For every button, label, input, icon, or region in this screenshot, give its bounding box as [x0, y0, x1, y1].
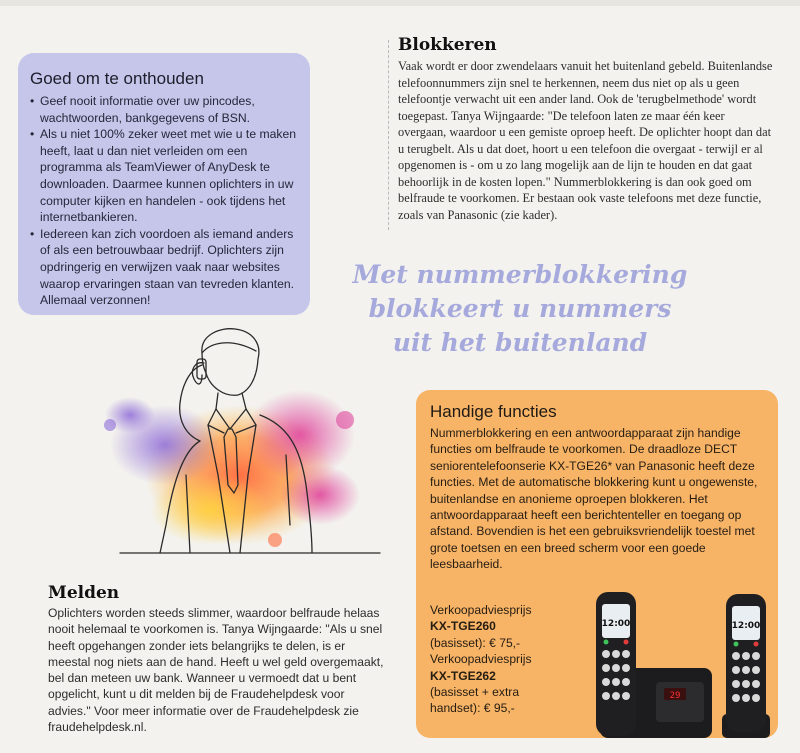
- price-label: Verkoopadviesprijs: [430, 603, 532, 617]
- blokkeren-text: Vaak wordt er door zwendelaars vanuit het buitenland gebeld. Buitenlandse telefoonnummers zijn snel te herkennen, neem dus niet op als u geen telefoontje verwacht uit een ander land. Ook de 'terugbelmethode' wordt toegepast. Tanya Wijngaarde: "De telefoon laten ze maar één keer overgaan, waardoor u een gemiste oproep heeft. De oplichter hoopt dan dat u terugbelt. Als u dat doet, hoort u een telefoon die overgaat - terwijl er al opgenomen is - om u zo lang mogelijk aan de lijn te houden en dat gaat behoorlijk in de kosten lopen." Nummerblokkering is dan ook goed om belfraude te voorkomen. Er bestaan ook vaste telefoons met deze functie, zoals van Panasonic (zie kader).: [398, 59, 773, 222]
- tip-list: [30, 93, 298, 309]
- melden-section: [48, 583, 384, 735]
- melden-text: Oplichters worden steeds slimmer, waardoor belfraude helaas nooit helemaal te voorkomen is. Tanya Wijngaarde: "Als u snel heeft opgehangen zonder iets belangrijks te delen, is er meestal nog niets aan de hand. Heeft u wel geld overgemaakt, bel dan meteen uw bank. Wanneer u vermoedt dat u bent opgelicht, kunt u dit melden bij de Fraudehelpdesk voor advies." Voor meer informatie over de Fraudehelpdesk zie fraudehelpdesk.nl.: [48, 606, 384, 735]
- melden-heading: Melden: [48, 583, 120, 603]
- handige-functies-text: Nummerblokkering en een antwoordapparaat zijn handige functies om belfraude te voorkomen. De draadloze DECT seniorentelefoonserie KX-TGE26* van Panasonic heeft deze functies. Met de automatische blokkering kunt u ongewenste, buitenlandse en anonieme oproepen blokkeren. Het antwoordapparaat heeft een berichtenteller en toegang op afstand. Bovendien is het een gebruiksvriendelijk toestel met grote toetsen en een breed scherm voor een goede leesbaarheid.: [430, 426, 758, 572]
- phone-screen-time: 12:00: [731, 621, 761, 631]
- model-name: KX-TGE260: [430, 619, 496, 634]
- blokkeren-heading: Blokkeren: [398, 35, 497, 55]
- price-value: (basisset + extra: [430, 685, 520, 700]
- column-divider: [388, 40, 389, 230]
- price-value: handset): € 95,-: [430, 701, 515, 716]
- pull-quote: [340, 258, 700, 360]
- pull-quote-line: Met nummerblokkering: [352, 260, 688, 289]
- price-value: (basisset): € 75,-: [430, 635, 521, 650]
- tip-title: Goed om te onthouden: [30, 69, 204, 88]
- tip-item: • Geef nooit informatie over uw pincodes, wachtwoorden, bankgegevens of BSN.: [30, 93, 298, 126]
- tip-box: [18, 53, 310, 315]
- price-list: [430, 602, 580, 717]
- pull-quote-line: blokkeert u nummers: [368, 294, 672, 323]
- panasonic-phones-image: [582, 590, 776, 738]
- price-label: Verkoopadviesprijs: [430, 652, 532, 667]
- handige-functies-title: Handige functies: [430, 402, 557, 421]
- handige-functies-box: [416, 390, 778, 738]
- man-on-phone-illustration: [90, 325, 390, 565]
- pull-quote-line: uit het buitenland: [392, 328, 648, 357]
- tip-item: • Als u niet 100% zeker weet met wie u te maken heeft, laat u dan niet verleiden om een programma als TeamViewer of AnyDesk te downloaden. Daarmee kunnen oplichters in uw computer kijken en handelen - ook tijdens het internetbankieren.: [30, 126, 298, 226]
- tip-item: • Iedereen kan zich voordoen als iemand anders of als een betrouwbaar bedrijf. Oplichters zijn opdringerig en verwijzen vaak naar websites waarop ervaringen staan van tevreden klanten. Allemaal verzonnen!: [30, 226, 298, 309]
- svg-text:29: 29: [669, 691, 681, 701]
- page-fold: [0, 0, 800, 6]
- model-name: KX-TGE262: [430, 668, 496, 683]
- blokkeren-section: [398, 35, 774, 223]
- phone-screen-time: 12:00: [601, 619, 631, 629]
